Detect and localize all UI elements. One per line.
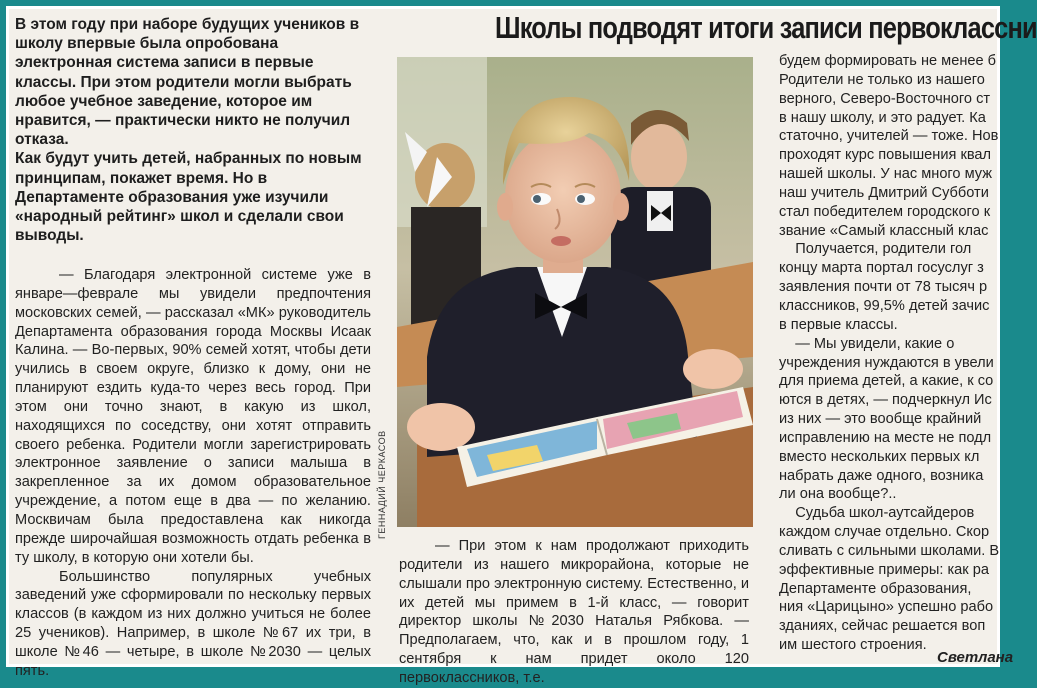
column3-line: будем формировать не менее б xyxy=(779,53,997,69)
column3-line: исправлению на месте не подл xyxy=(779,429,992,446)
column3-line: проходят курс повышения квал xyxy=(779,147,992,164)
column3-line: — Мы увидели, какие о xyxy=(779,335,955,352)
column3-line: ния «Царицыно» успешно рабо xyxy=(779,599,994,616)
column3-line: для приема детей, а какие, к со xyxy=(779,373,994,390)
column3-line: верного, Северо-Восточного ст xyxy=(779,90,991,107)
text-column-1 xyxy=(15,266,371,681)
text-column-3 xyxy=(779,52,1019,655)
column3-line: Родители не только из нашего xyxy=(779,71,985,88)
column3-line: вместо нескольких первых кл xyxy=(779,448,980,465)
photo-credit: ГЕННАДИЙ ЧЕРКАСОВ xyxy=(377,430,387,539)
column3-line: классников, 99,5% детей зачис xyxy=(779,297,990,314)
article-photo xyxy=(397,57,753,527)
column3-line: Судьба школ-аутсайдеров xyxy=(779,505,975,522)
column3-line: Получается, родители гол xyxy=(779,241,972,258)
schoolboy-photo-illustration xyxy=(397,57,753,527)
column3-line: наш учитель Дмитрий Субботи xyxy=(779,184,989,201)
text-column-2 xyxy=(399,537,749,688)
column1-paragraph-2: Большинство популярных учебных заведений уже сформировали по нескольку первых классов (в каждом из них должно учиться не более 25 учеников). Например, в школе №67 их три, в школе №46 — четыре, в школе №2030 — целых пять. xyxy=(15,568,371,679)
column3-line: ли она вообще?.. xyxy=(779,486,897,503)
column3-line: сливать с сильными школами. В xyxy=(779,542,1000,559)
column3-line: в первые классы. xyxy=(779,316,898,333)
column3-line: из них — это вообще крайний xyxy=(779,411,982,428)
newspaper-clipping xyxy=(9,9,1037,686)
column3-line: набрать даже одного, возника xyxy=(779,467,984,484)
column3-line: зданиях, сейчас решается воп xyxy=(779,618,986,635)
column3-line: стал победителем городского к xyxy=(779,203,991,220)
article-headline: Школы подводят итоги записи первоклассни xyxy=(495,10,1037,45)
column3-line: заявления почти от 78 тысяч р xyxy=(779,279,988,296)
author-signature: Светлана xyxy=(937,649,1014,666)
column3-line: ются в детях, — подчеркнул Ис xyxy=(779,392,992,409)
lead-paragraph-1: В этом году при наборе будущих учеников в школу впервые была опробована электронная система записи в первые классы. При этом родители могли выбрать любое учебное заведение, которое им нравится, — практически никто не получил отказа. xyxy=(15,16,360,149)
page-frame xyxy=(6,6,1037,686)
column3-line: учреждения нуждаются в увели xyxy=(779,354,994,371)
column3-line: каждом случае отдельно. Скор xyxy=(779,524,990,541)
column3-line: Департаменте образования, xyxy=(779,580,972,597)
column3-line: статочно, учителей — тоже. Нов xyxy=(779,128,999,145)
column1-paragraph-1: — Благодаря электронной системе уже в январе—феврале мы увидели предпочтения московских семей, — рассказал «МК» руководитель Департамента образования города Москвы Исаак Калина. — Во-первых, 90% семей хотят, чтобы дети учились в своем округе, близко к дому, они не планируют ездить куда-то через весь город. При этом они точно знают, в какую из школ, находящихся по соседству, они хотят отправить своего ребенка. Родители могли зарегистрировать электронное заявление о записи малыша в закрепленное за их домом образовательное учреждение, а потом еще в два — по желанию. Москвичам была предоставлена как никогда прежде широчайшая возможность отдать ребенка в ту школу, в которую они хотели бы. xyxy=(15,267,371,566)
column3-line: звание «Самый классный клас xyxy=(779,222,989,239)
column3-line: концу марта портал госуслуг з xyxy=(779,260,984,277)
column3-line: нашей школы. У нас много муж xyxy=(779,166,993,183)
column3-line: им шестого строения. xyxy=(779,637,927,654)
column2-paragraph-1: — При этом к нам продолжают приходить родители из нашего микрорайона, которые не слышали про электронную систему. Естественно, и их детей мы примем в 1-й класс, — говорит директор школы №2030 Наталья Рябкова. — Предполагаем, что, как и в прошлом году, 1 сентября к нам придет около 120 первоклассников, т.е. xyxy=(399,538,749,686)
lead-paragraph-2: Как будут учить детей, набранных по новым принципам, покажет время. Но в Департаменте образования уже изучили «народный рейтинг» школ и сделали свои выводы. xyxy=(15,150,362,245)
column3-line: в нашу школу, и это радует. Ка xyxy=(779,109,986,126)
article-lead xyxy=(15,15,367,245)
column3-line: эффективные примеры: как ра xyxy=(779,561,989,578)
